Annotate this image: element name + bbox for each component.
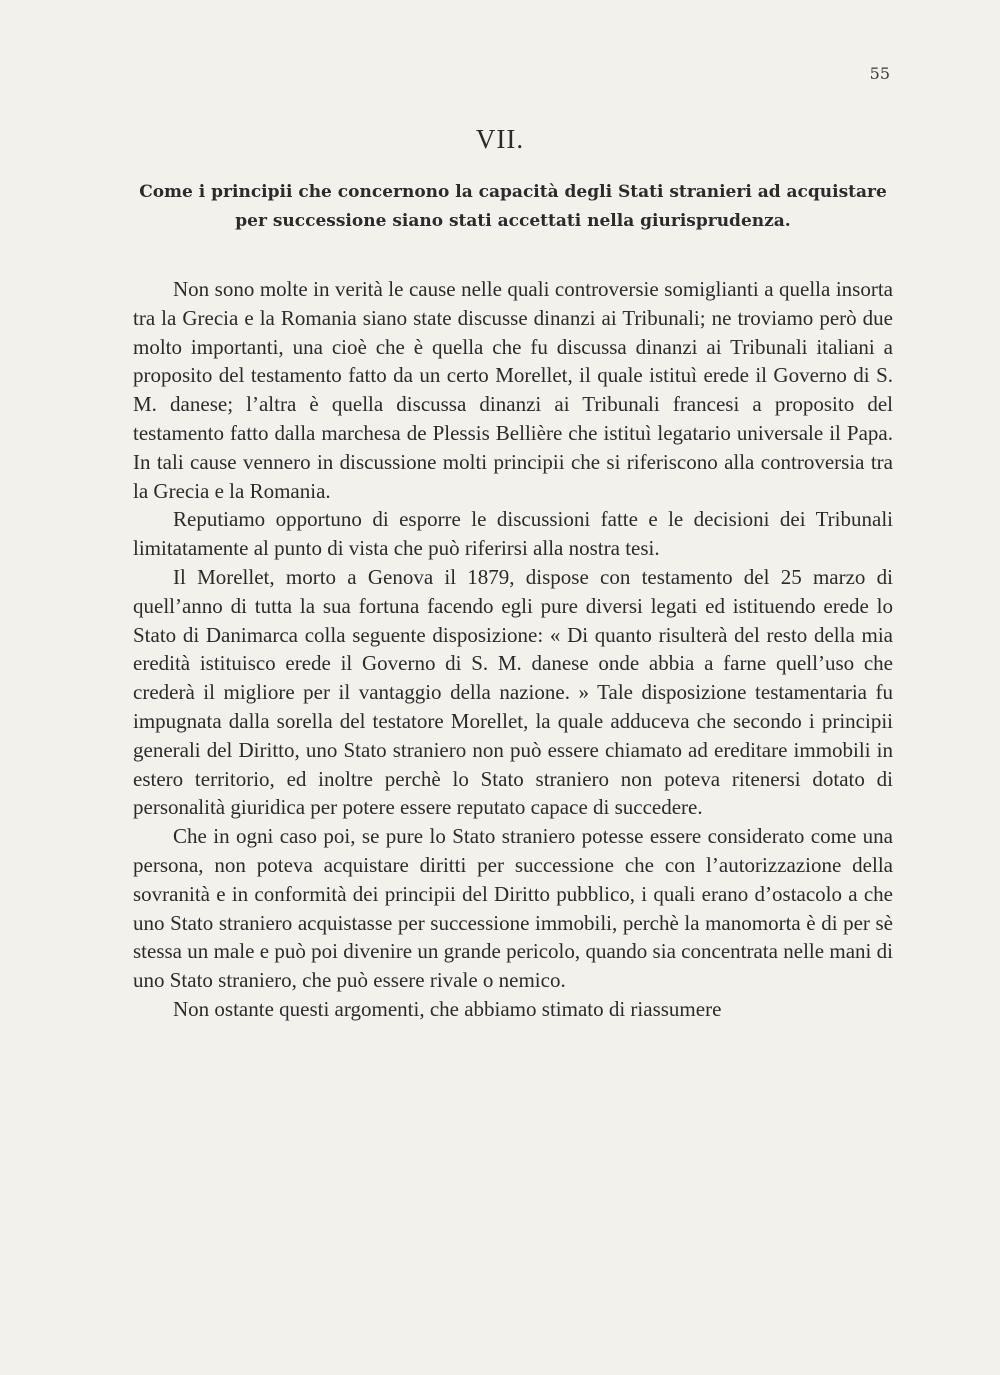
body-text: [133, 275, 893, 1024]
paragraph: Che in ogni caso poi, se pure lo Stato straniero potesse essere considerato come una persona, non poteva acquistare diritti per successione che con l’autorizzazione della sovranità e in conformità dei principii del Diritto pubblico, i quali erano d’ostacolo a che uno Stato straniero acquistasse per successione immobili, perchè la manomorta è di per sè stessa un male e può poi divenire un grande pericolo, quando sia concentrata nelle mani di uno Stato straniero, che può essere rivale o nemico.: [133, 824, 893, 993]
paragraph: Non sono molte in verità le cause nelle quali controversie somiglianti a quella insorta tra la Grecia e la Romania siano state discusse dinanzi ai Tribunali; ne troviamo però due molto importanti, una cioè che è quella che fu discussa dinanzi ai Tribunali italiani a proposito del testamento fatto da un certo Morellet, il quale istituì erede il Governo di S. M. danese; l’altra è quella discussa dinanzi ai Tribunali francesi a proposito del testamento fatto dalla marchesa de Plessis Bellière che istituì legatario universale il Papa. In tali cause vennero in discussione molti principii che si riferiscono alla controversia tra la Grecia e la Romania.: [133, 277, 893, 503]
paragraph: Reputiamo opportuno di esporre le discussioni fatte e le decisioni dei Tribunali limitatamente al punto di vista che può riferirsi alla nostra tesi.: [133, 507, 893, 561]
chapter-heading: VII.: [475, 124, 525, 154]
paragraph: Non ostante questi argomenti, che abbiamo stimato di riassumere: [173, 996, 722, 1021]
page-number: 55: [869, 64, 890, 83]
chapter-subtitle: Come i principii che concernono la capacità degli Stati stranieri ad acquistare per successione siano stati accettati nella giurisprudenza.: [139, 182, 887, 231]
paragraph: Il Morellet, morto a Genova il 1879, dispose con testamento del 25 marzo di quell’anno di tutta la sua fortuna facendo egli pure diversi legati ed istituendo erede lo Stato di Danimarca colla seguente disposizione: « Di quanto risulterà del resto della mia eredità istituisco erede il Governo di S. M. danese onde abbia a farne quell’uso che crederà il migliore per il vantaggio della nazione. » Tale disposizione testamentaria fu impugnata dalla sorella del testatore Morellet, la quale adduceva che secondo i principii generali del Diritto, uno Stato straniero non può essere chiamato ad ereditare immobili in estero territorio, ed inoltre perchè lo Stato straniero non poteva ritenersi dotato di personalità giuridica per potere essere reputato capace di succedere.: [133, 564, 893, 820]
